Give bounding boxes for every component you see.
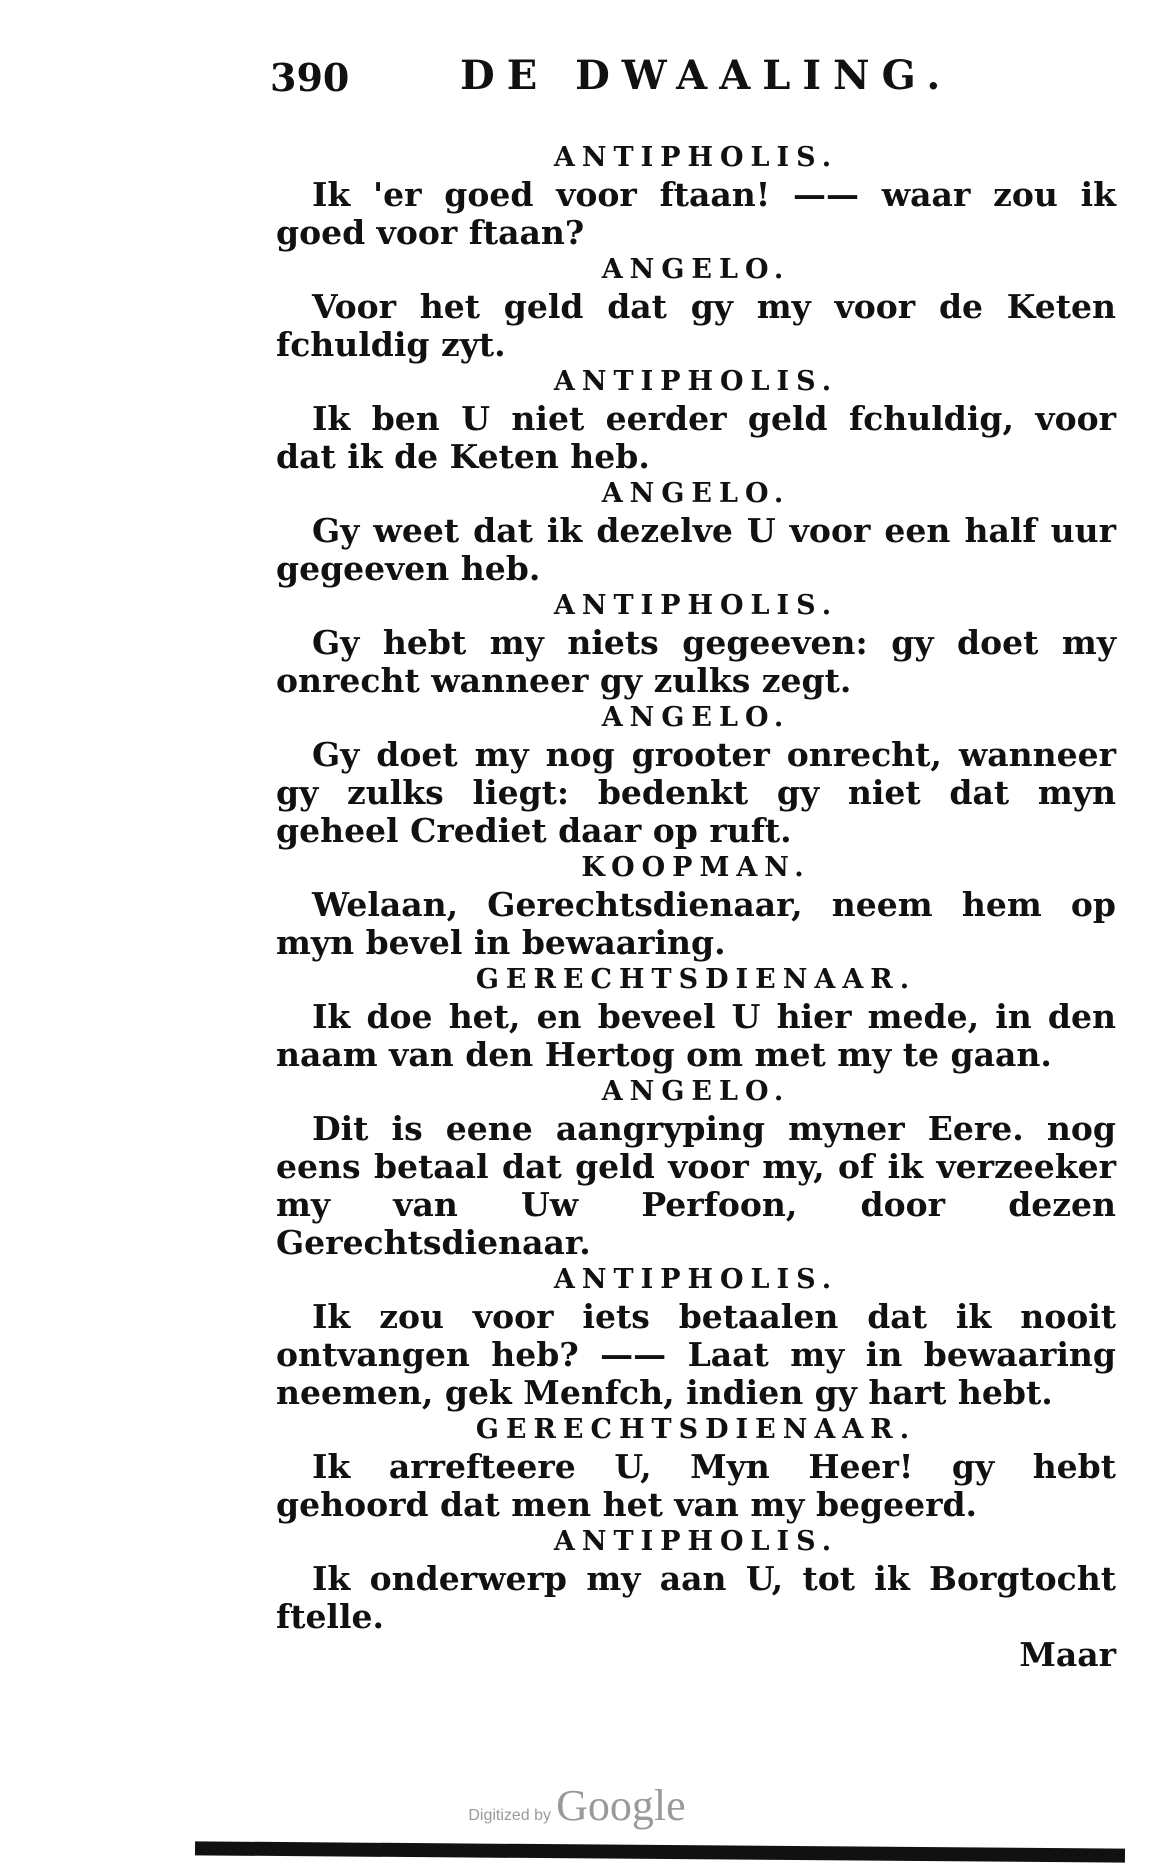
speech-paragraph: Gy hebt my niets gegeeven: gy doet my onrecht wanneer gy zulks zegt. <box>276 623 1116 700</box>
speech-paragraph: Ik ben U niet eerder geld fchuldig, voor dat ik de Keten heb. <box>276 399 1116 476</box>
speaker-heading: GERECHTSDIENAAR. <box>475 1414 917 1445</box>
speech-paragraph: Voor het geld dat gy my voor de Keten fchuldig zyt. <box>276 287 1116 364</box>
dialogue-text <box>276 140 1116 1674</box>
speaker-heading: ANTIPHOLIS. <box>553 142 839 173</box>
page-edge-shadow <box>195 1841 1125 1862</box>
page-number: 390 <box>270 55 350 100</box>
running-head: DE DWAALING. <box>460 52 953 99</box>
digitized-by-google-watermark <box>0 1780 1154 1831</box>
speech-paragraph: Welaan, Gerechtsdienaar, neem hem op myn bevel in bewaaring. <box>276 885 1116 962</box>
speaker-heading: ANGELO. <box>601 254 791 285</box>
catchword: Maar <box>1019 1635 1116 1674</box>
google-logo: Google <box>556 1781 686 1830</box>
footer-prefix: Digitized by <box>468 1807 552 1824</box>
speech-paragraph: Dit is eene aangryping myner Eere. nog eens betaal dat geld voor my, of ik verzeeker my van Uw Perfoon, door dezen Gerechtsdienaar. <box>276 1109 1116 1262</box>
speech-paragraph: Ik onderwerp my aan U, tot ik Borgtocht ftelle. <box>276 1559 1116 1636</box>
speaker-heading: ANTIPHOLIS. <box>553 366 839 397</box>
speech-paragraph: Gy weet dat ik dezelve U voor een half uur gegeeven heb. <box>276 511 1116 588</box>
speech-paragraph: Ik zou voor iets betaalen dat ik nooit ontvangen heb? —— Laat my in bewaaring neemen, gek Menfch, indien gy hart hebt. <box>276 1297 1116 1412</box>
speech-paragraph: Ik arrefteere U, Myn Heer! gy hebt gehoord dat men het van my begeerd. <box>276 1447 1116 1524</box>
speaker-heading: ANTIPHOLIS. <box>553 590 839 621</box>
speaker-heading: ANTIPHOLIS. <box>553 1526 839 1557</box>
speaker-heading: ANGELO. <box>601 478 791 509</box>
speaker-heading: ANGELO. <box>601 1076 791 1107</box>
speech-paragraph: Ik 'er goed voor ftaan! —— waar zou ik goed voor ftaan? <box>276 175 1116 252</box>
speaker-heading: ANGELO. <box>601 702 791 733</box>
speech-paragraph: Ik doe het, en beveel U hier mede, in den naam van den Hertog om met my te gaan. <box>276 997 1116 1074</box>
speaker-heading: KOOPMAN. <box>581 852 811 883</box>
speaker-heading: GERECHTSDIENAAR. <box>475 964 917 995</box>
speech-paragraph: Gy doet my nog grooter onrecht, wanneer gy zulks liegt: bedenkt gy niet dat myn geheel Crediet daar op ruft. <box>276 735 1116 850</box>
speaker-heading: ANTIPHOLIS. <box>553 1264 839 1295</box>
